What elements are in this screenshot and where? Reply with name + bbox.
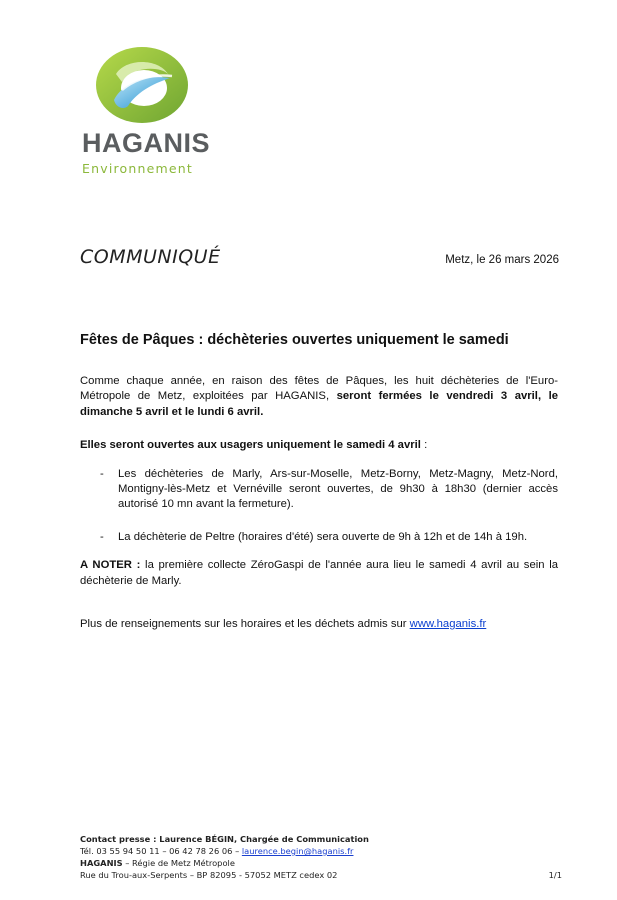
page-number: 1/1: [548, 870, 562, 880]
email-link[interactable]: laurence.begin@haganis.fr: [241, 846, 354, 856]
haganis-logo-icon: [92, 44, 192, 126]
document-heading: COMMUNIQUÉ: [80, 246, 221, 268]
note-paragraph: [80, 558, 558, 589]
list-item: [80, 530, 558, 545]
more-info-paragraph: [80, 617, 558, 632]
note-label: A NOTER :: [80, 559, 141, 572]
phone-numbers: Tél. 03 55 94 50 11 – 06 42 78 26 06 –: [80, 846, 242, 856]
list-dash: -: [100, 467, 104, 480]
list-item-text: La déchèterie de Peltre (horaires d'été) sera ouverte de 9h à 12h et de 14h à 19h.: [118, 530, 528, 543]
press-contact: Contact presse : Laurence BÉGIN, Chargée de Communication: [80, 834, 369, 844]
website-link[interactable]: www.haganis.fr: [409, 618, 487, 631]
organization-name: HAGANIS: [80, 858, 123, 868]
intro-paragraph: [80, 374, 558, 420]
opening-hours-list: [80, 467, 558, 546]
footer-contact: [80, 833, 560, 881]
organization-description: – Régie de Metz Métropole: [122, 858, 235, 868]
more-info-text: Plus de renseignements sur les horaires et les déchets admis sur: [80, 618, 410, 631]
closure-dates: seront fermées le vendredi 3 avril, le dimanche 5 avril et le lundi 6 avril.: [80, 390, 558, 418]
logo-wordmark: HAGANIS: [82, 128, 211, 158]
haganis-logo: [82, 44, 212, 179]
list-item: [80, 467, 558, 513]
list-item-text: Les déchèteries de Marly, Ars-sur-Moselle, Metz-Borny, Metz-Magny, Metz-Nord, Montigny-lès-Metz et Vernéville seront ouvertes, de 9h30 à 18h30 (dernier accès autorisé 10 mn avant la fermeture).: [118, 467, 558, 511]
postal-address: Rue du Trou-aux-Serpents – BP 82095 - 57052 METZ cedex 02: [80, 870, 338, 880]
press-release-body: [80, 374, 558, 632]
opening-statement: Elles seront ouvertes aux usagers uniquement le samedi 4 avril: [80, 439, 421, 452]
press-release-title: Fêtes de Pâques : déchèteries ouvertes uniquement le samedi: [80, 332, 509, 348]
note-text: la première collecte ZéroGaspi de l'année aura lieu le samedi 4 avril au sein la déchèterie de Marly.: [80, 559, 558, 587]
logo-subtitle: Environnement: [82, 161, 194, 176]
opening-paragraph: [80, 438, 558, 453]
opening-colon: :: [420, 439, 428, 452]
document-date: Metz, le 26 mars 2026: [445, 254, 559, 266]
phone-line: [80, 845, 560, 857]
list-dash: -: [100, 530, 104, 543]
intro-text: Comme chaque année, en raison des fêtes de Pâques, les huit déchèteries de l'Euro-Métropole de Metz, exploitées par HAGANIS,: [80, 375, 558, 403]
organization-line: [80, 857, 560, 869]
